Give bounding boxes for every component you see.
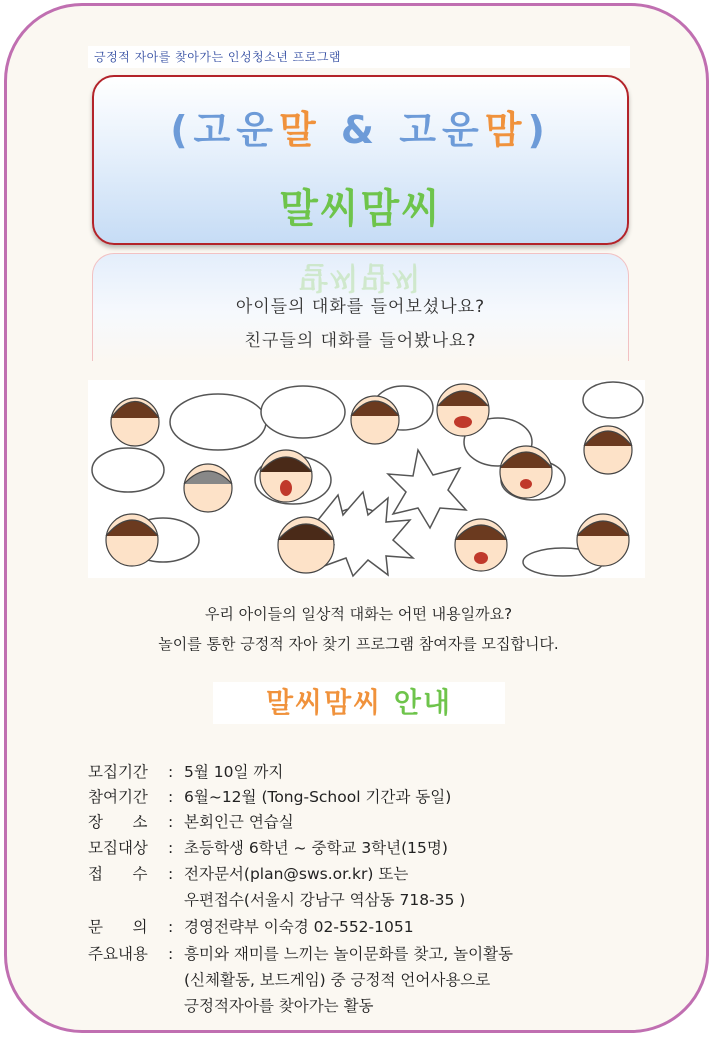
detail-value: (신체활동, 보드게임) 중 긍정적 언어사용으로 xyxy=(184,971,491,989)
detail-row xyxy=(88,760,283,782)
detail-label: 모집대상 xyxy=(88,839,148,857)
guide-heading-name: 말씨맘씨 xyxy=(265,686,383,719)
detail-value: 흥미와 재미를 느끼는 놀이문화를 찾고, 놀이활동 xyxy=(184,945,514,963)
title-mam: 맘 xyxy=(484,108,528,152)
detail-row xyxy=(88,994,374,1016)
detail-colon: : xyxy=(168,763,174,781)
guide-heading-word: 안내 xyxy=(393,686,453,719)
detail-value: 5월 10일 까지 xyxy=(184,763,284,781)
detail-value: 긍정적자아를 찾아가는 활동 xyxy=(184,997,374,1015)
detail-colon: : xyxy=(168,945,174,963)
detail-value: 본회인근 연습실 xyxy=(184,813,294,831)
detail-row xyxy=(88,942,513,964)
detail-label: 접 수 xyxy=(88,865,148,883)
detail-row xyxy=(88,810,294,832)
detail-row xyxy=(88,968,490,990)
question-line-2: 친구들의 대화를 들어봤나요? xyxy=(244,331,477,351)
detail-colon: : xyxy=(168,839,174,857)
guide-heading xyxy=(213,682,505,724)
title-amp: & 고운 xyxy=(321,108,485,152)
detail-label: 주요내용 xyxy=(88,945,148,963)
intro-line-2: 놀이를 통한 긍정적 자아 찾기 프로그램 참여자를 모집합니다. xyxy=(158,635,559,653)
detail-value: 전자문서(plan@sws.or.kr) 또는 xyxy=(184,865,409,883)
main-title xyxy=(94,99,627,154)
detail-value: 초등학생 6학년 ~ 중학교 3학년(15명) xyxy=(184,839,448,857)
detail-colon: : xyxy=(168,865,174,883)
detail-value: 6월~12월 (Tong-School 기간과 동일) xyxy=(184,788,452,806)
intro-line-1: 우리 아이들의 일상적 대화는 어떤 내용일까요? xyxy=(204,605,513,623)
detail-label: 문 의 xyxy=(88,918,148,936)
title-mal: 말 xyxy=(278,108,322,152)
detail-value: 경영전략부 이숙경 02-552-1051 xyxy=(184,918,414,936)
detail-row xyxy=(88,785,451,807)
title-open: (고운 xyxy=(170,108,279,152)
question-panel xyxy=(92,253,629,361)
title-close: ) xyxy=(527,108,551,152)
subtitle-reflection: 말씨맘씨 xyxy=(298,259,423,294)
detail-row xyxy=(88,888,465,910)
program-name: 긍정적 자아를 찾아가는 인성청소년 프로그램 xyxy=(88,46,630,68)
children-speech-bubbles-illustration xyxy=(88,380,645,578)
detail-label: 참여기간 xyxy=(88,788,148,806)
detail-value: 우편접수(서울시 강남구 역삼동 718-35 ) xyxy=(184,891,466,909)
detail-label: 모집기간 xyxy=(88,763,148,781)
detail-row xyxy=(88,915,414,937)
detail-label: 장 소 xyxy=(88,813,148,831)
detail-colon: : xyxy=(168,788,174,806)
subtitle: 말씨맘씨 xyxy=(279,186,442,232)
question-line-1: 아이들의 대화를 들어보셨나요? xyxy=(235,297,486,317)
detail-colon: : xyxy=(168,813,174,831)
detail-colon: : xyxy=(168,918,174,936)
detail-row xyxy=(88,836,448,858)
detail-row xyxy=(88,862,408,884)
title-banner xyxy=(92,75,629,245)
